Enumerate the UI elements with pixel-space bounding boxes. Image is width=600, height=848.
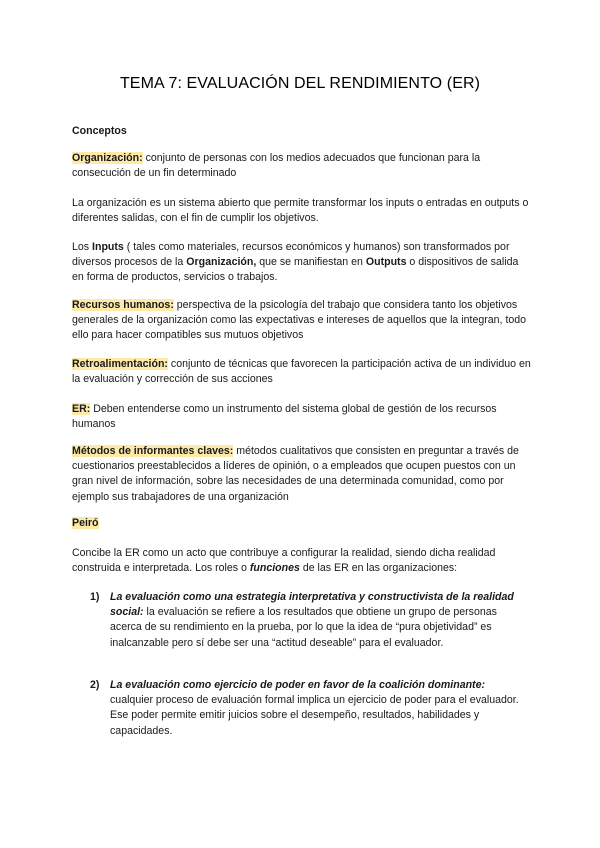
peiro-intro-text-2: de las ER en las organizaciones:	[299, 562, 458, 575]
inputs-bold-outputs: Outputs	[365, 256, 407, 269]
definition-retroalimentacion-text: conjunto de técnicas que favorecen la participación activa de un individuo en la evaluación y corrección de sus acciones	[72, 358, 531, 386]
inputs-bold-inputs: Inputs	[92, 241, 124, 253]
list-item-text: la evaluación se refiere a los resultados que obtiene un grupo de personas acerca de su rendimiento en la prueba, por lo que la idea de “pura objetividad” es inalcanzable pero sí debe ser una “actitud deseable” para el evaluador.	[110, 606, 497, 649]
term-retroalimentacion: Retroalimentación:	[72, 358, 168, 370]
list-item-title: La evaluación como una estrategia interpretativa y constructivista de la realidad social:	[110, 591, 514, 619]
definition-er-text: Deben entenderse como un instrumento del sistema global de gestión de los recursos humanos	[72, 403, 497, 431]
term-er: ER:	[72, 403, 91, 415]
inputs-text-1: Los	[72, 241, 93, 253]
list-item-number: 2)	[90, 679, 100, 691]
definition-metodos	[72, 444, 532, 505]
list-item-text: cualquier proceso de evaluación formal implica un ejercicio de poder para el evaluador. Ese poder permite emitir juicios sobre el desempeño, resultados, habilidades y capacidades.	[110, 694, 519, 737]
definition-organizacion-text: conjunto de personas con los medios adecuados que funcionan para la consecución de un fin determinado	[72, 152, 481, 180]
peiro-heading: Peiró	[72, 517, 99, 529]
list-item-number: 1)	[90, 591, 100, 603]
conceptos-heading: Conceptos	[72, 125, 127, 137]
paragraph-peiro-intro	[72, 546, 532, 576]
definition-retroalimentacion	[72, 357, 532, 387]
term-organizacion: Organización:	[72, 152, 143, 164]
definition-recursos-humanos	[72, 298, 532, 344]
term-recursos-humanos: Recursos humanos:	[72, 299, 174, 311]
peiro-intro-funciones: funciones	[249, 562, 300, 575]
definition-er	[72, 402, 532, 432]
list-item	[90, 590, 530, 651]
page-title: TEMA 7: EVALUACIÓN DEL RENDIMIENTO (ER)	[119, 75, 481, 92]
inputs-text-3: que se manifiestan en	[256, 256, 366, 269]
inputs-text-4: o dispositivos de salida en forma de productos, servicios o trabajos.	[72, 256, 519, 284]
definition-recursos-humanos-text: perspectiva de la psicología del trabajo que considera tanto los objetivos generales de la organización como las expectativas e intereses de aquellos que la integran, todo ello para hacer compatibles sus mutuos objetivos	[72, 299, 527, 342]
definition-organizacion	[72, 151, 532, 181]
list-item-body	[110, 678, 530, 739]
definition-metodos-text: métodos cualitativos que consisten en preguntar a través de cuestionarios preestablecidos a líderes de opinión, o a empleados que ocupen puestos con un gran nivel de información, sobre las necesidades de una determinada comunidad, como por ejemplo sus trabajadores de una organización	[72, 445, 519, 503]
inputs-text-2: ( tales como materiales, recursos económicos y humanos) son transformados por diversos procesos de la	[72, 241, 510, 269]
peiro-heading-wrap	[72, 516, 532, 531]
paragraph-inputs	[72, 240, 532, 286]
term-metodos: Métodos de informantes claves:	[72, 445, 234, 457]
list-item-title: La evaluación como ejercicio de poder en favor de la coalición dominante:	[110, 679, 486, 691]
inputs-bold-organizacion: Organización,	[186, 256, 257, 269]
list-item-body	[110, 590, 530, 651]
peiro-intro-text-1: Concibe la ER como un acto que contribuye a configurar la realidad, siendo dicha realidad construida e interpretada. Los roles o	[72, 547, 496, 575]
list-item	[90, 678, 530, 739]
paragraph-sistema-abierto: La organización es un sistema abierto que permite transformar los inputs o entradas en outputs o diferentes salidas, con el fin de cumplir los objetivos.	[72, 197, 529, 225]
